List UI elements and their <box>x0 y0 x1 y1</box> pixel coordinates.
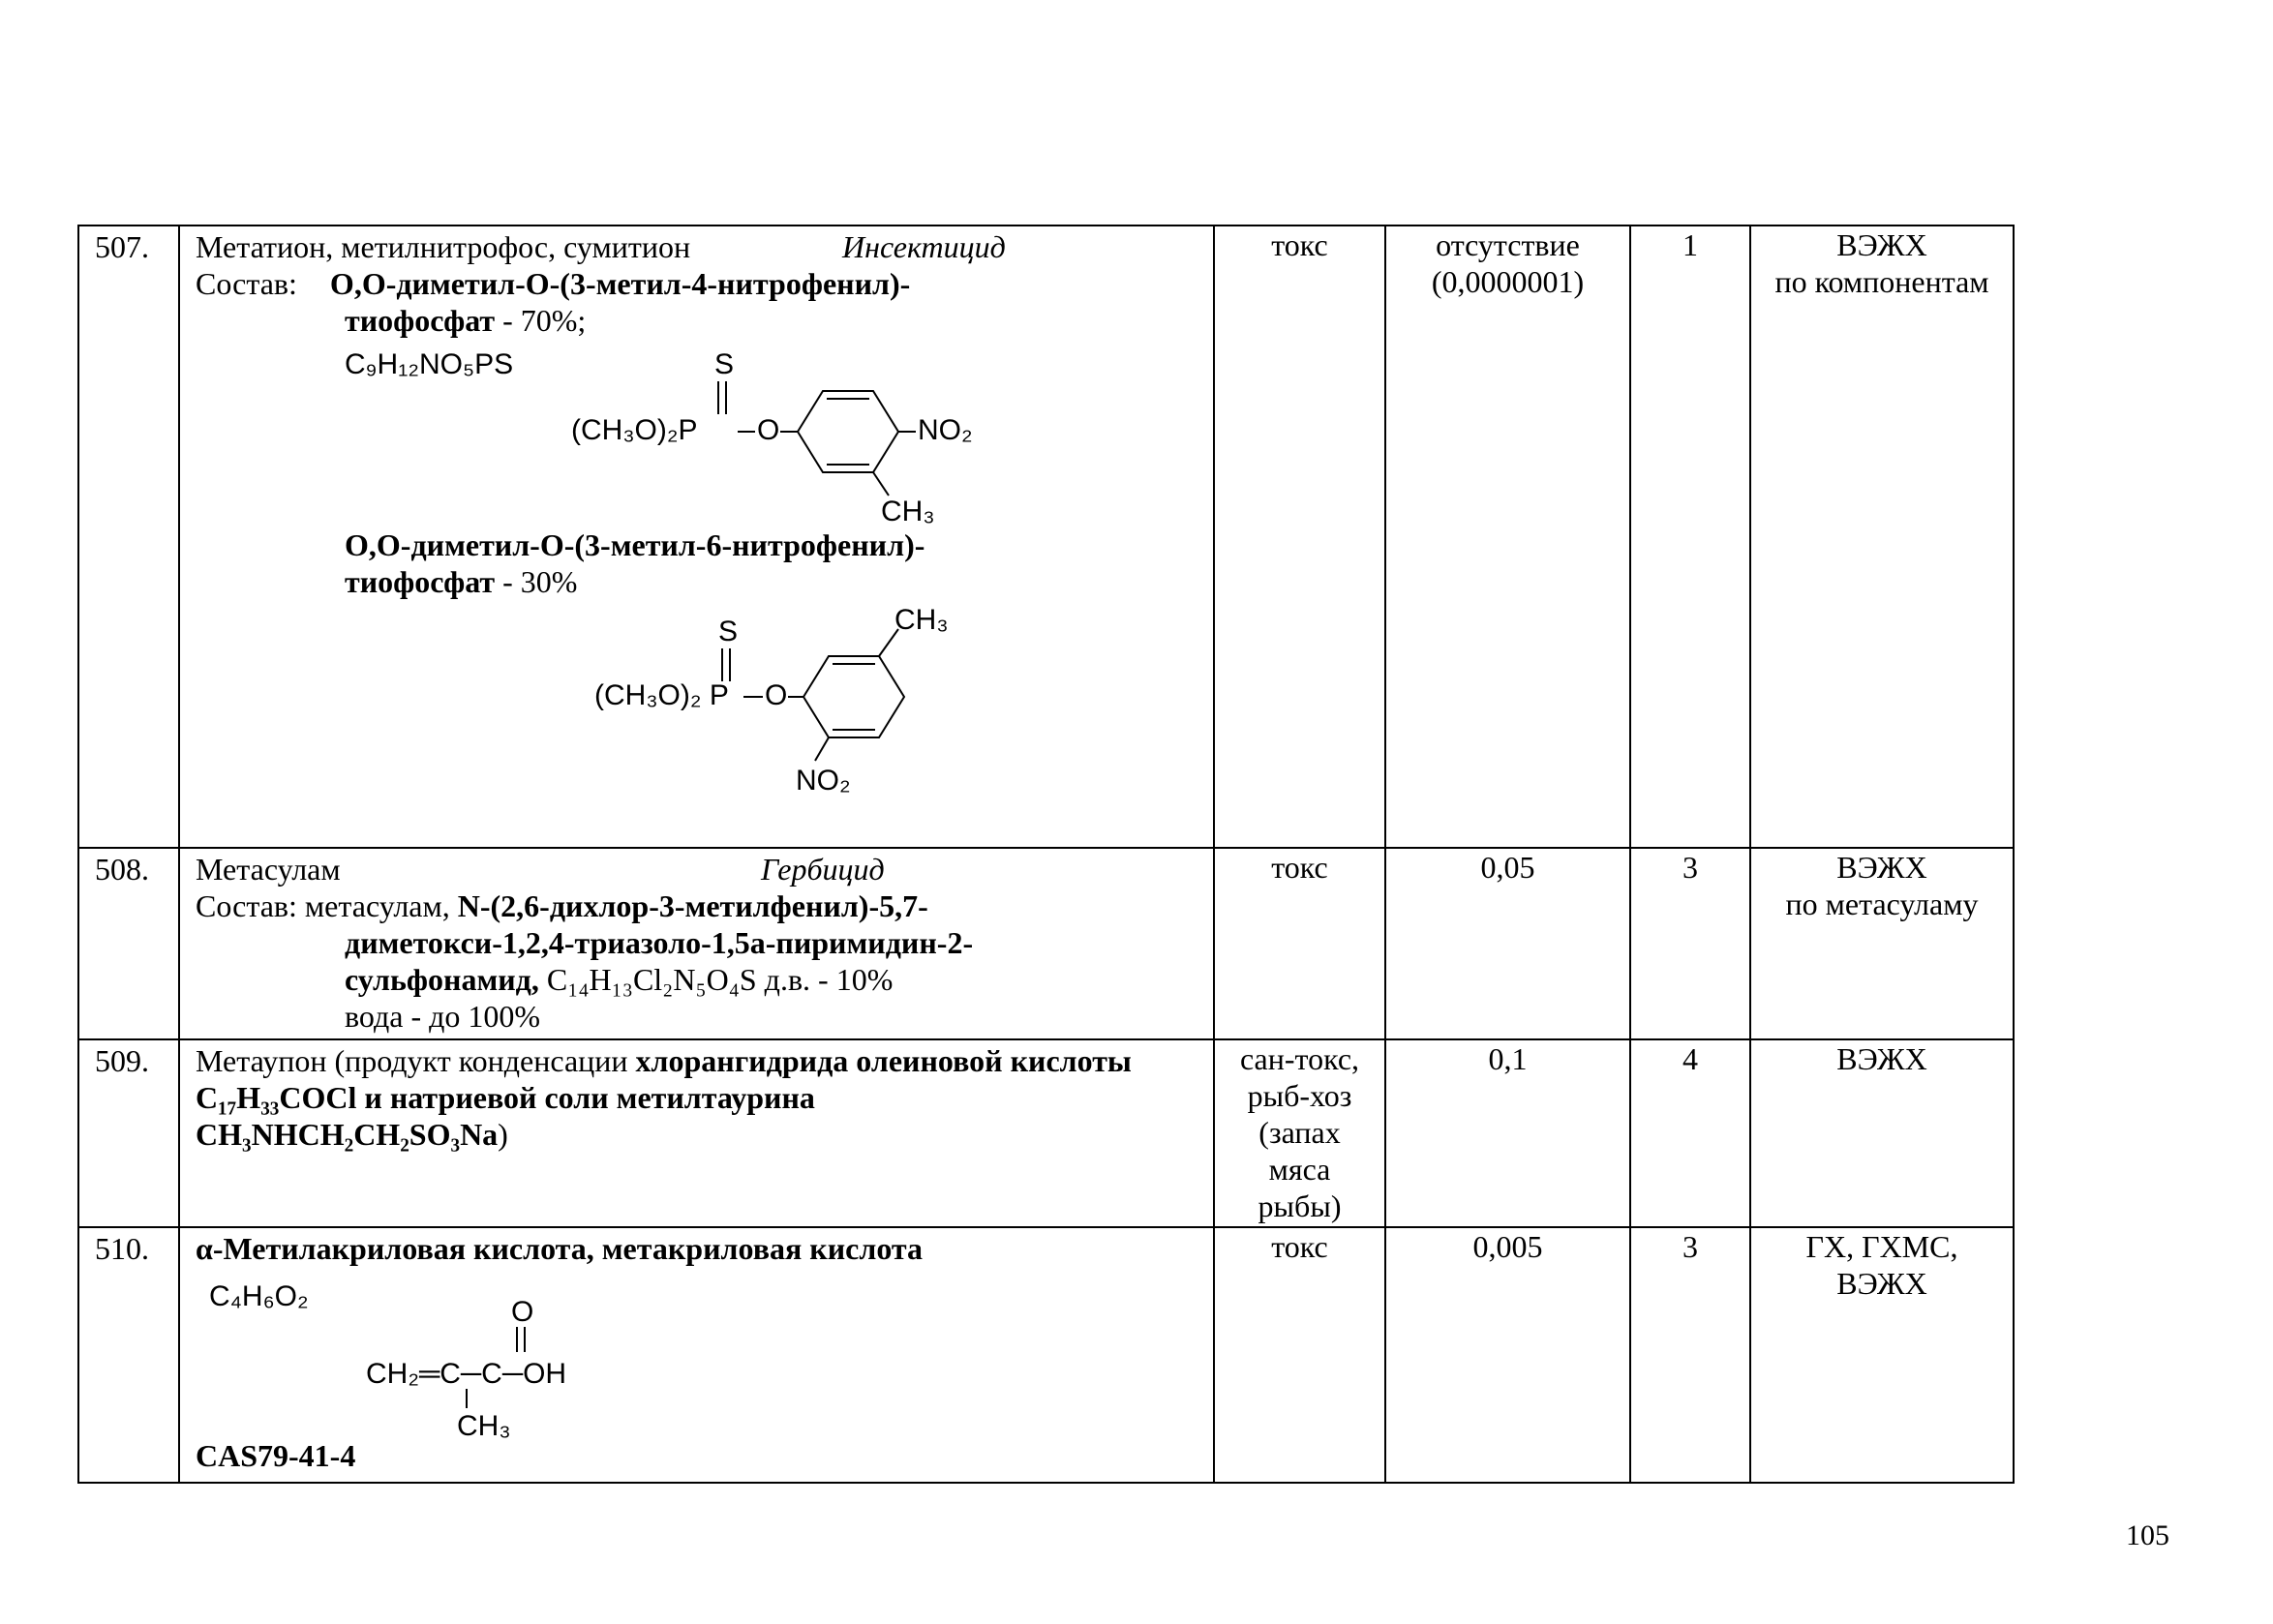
class-cell: 3 <box>1630 1227 1750 1483</box>
composition-line <box>196 265 1207 302</box>
substance-name-line <box>196 228 1207 265</box>
svg-text:O: O <box>765 679 788 711</box>
norm-cell: отсутствие (0,0000001) <box>1385 226 1630 848</box>
svg-text:CH₃: CH₃ <box>881 496 935 527</box>
component-name: О,О-диметил-О-(3-метил-4-нитрофенил)- <box>329 266 911 301</box>
substance-description <box>179 226 1214 848</box>
svg-text:(CH₃O)₂ P: (CH₃O)₂ P <box>594 679 729 711</box>
substance-description: Метасулам Гербицид Состав: метасулам, N-(2,6-дихлор-3-метилфенил)-5,7- диметокси-1,2,4-триазоло-1,5а-пиримидин-2- сульфонамид, C₁₄H₁₃Cl₂N₅O₄S д.в. - 10% вода - до 100% <box>179 848 1214 1039</box>
svg-text:S: S <box>718 616 739 647</box>
table-row <box>78 848 2014 1039</box>
class-cell: 3 <box>1630 848 1750 1039</box>
row-number: 508. <box>78 848 179 1039</box>
method-cell: ВЭЖХ по компонентам <box>1750 226 2014 848</box>
hazard-cell: токс <box>1214 226 1385 848</box>
molecular-formula: C₉H₁₂NO₅PS <box>345 348 514 380</box>
svg-text:CH₃: CH₃ <box>894 604 949 636</box>
svg-text:O: O <box>757 414 780 446</box>
row-number: 510. <box>78 1227 179 1483</box>
component-name: О,О-диметил-О-(3-метил-6-нитрофенил)- <box>345 527 925 562</box>
substance-name-line <box>196 851 1207 887</box>
table-row <box>78 1227 2014 1483</box>
row-number: 507. <box>78 226 179 848</box>
svg-text:NO₂: NO₂ <box>796 765 851 797</box>
chemical-structure <box>196 600 949 797</box>
molecular-formula: C₄H₆O₂ <box>209 1280 309 1312</box>
substance-description <box>179 1227 1214 1483</box>
composition-line: Состав: метасулам, N-(2,6-дихлор-3-метилфенил)-5,7- <box>196 888 928 923</box>
substance-name: α-Метилакриловая кислота, метакриловая кислота <box>196 1231 923 1266</box>
norm-cell: 0,1 <box>1385 1039 1630 1227</box>
category-label: Гербицид <box>761 852 885 887</box>
hazard-cell: сан-токс, рыб-хоз (запах мяса рыбы) <box>1214 1039 1385 1227</box>
table-row <box>78 226 2014 848</box>
norm-cell: 0,005 <box>1385 1227 1630 1483</box>
table-row <box>78 1039 2014 1227</box>
hazard-cell: токс <box>1214 1227 1385 1483</box>
substance-name: Метасулам <box>196 852 341 887</box>
composition-label: Состав: <box>196 266 297 301</box>
hazard-cell: токс <box>1214 848 1385 1039</box>
category-label: Инсектицид <box>842 229 1006 264</box>
page-number: 105 <box>2126 1519 2169 1551</box>
method-cell: ВЭЖХ <box>1750 1039 2014 1227</box>
class-cell: 1 <box>1630 226 1750 848</box>
method-cell: ВЭЖХ по метасуламу <box>1750 848 2014 1039</box>
svg-text:(CH₃O)₂P: (CH₃O)₂P <box>571 414 698 446</box>
norm-cell: 0,05 <box>1385 848 1630 1039</box>
svg-text:CH₃: CH₃ <box>457 1410 511 1442</box>
substance-description: Метаупон (продукт конденсации хлорангидрида олеиновой кислоты C₁₇H₃₃COCl и натриевой соли метилтаурина CH₃NHCH₂CH₂SO₃Na) <box>179 1039 1214 1227</box>
substances-table <box>77 225 2015 1484</box>
svg-text:CH₂═C─C─OH: CH₂═C─C─OH <box>366 1358 567 1390</box>
component-name-cont: тиофосфат - 70%; <box>345 303 587 338</box>
cas-number: CAS79-41-4 <box>196 1438 356 1473</box>
svg-text:S: S <box>714 348 735 380</box>
row-number: 509. <box>78 1039 179 1227</box>
chemical-structure <box>196 1267 699 1441</box>
substance-name: Метатион, метилнитрофос, сумитион <box>196 229 691 264</box>
method-cell: ГХ, ГХМС, ВЭЖХ <box>1750 1227 2014 1483</box>
chemical-structure <box>196 339 973 527</box>
class-cell: 4 <box>1630 1039 1750 1227</box>
svg-text:NO₂: NO₂ <box>918 414 973 446</box>
component-name-cont: тиофосфат - 30% <box>345 564 578 599</box>
svg-text:O: O <box>511 1296 534 1328</box>
